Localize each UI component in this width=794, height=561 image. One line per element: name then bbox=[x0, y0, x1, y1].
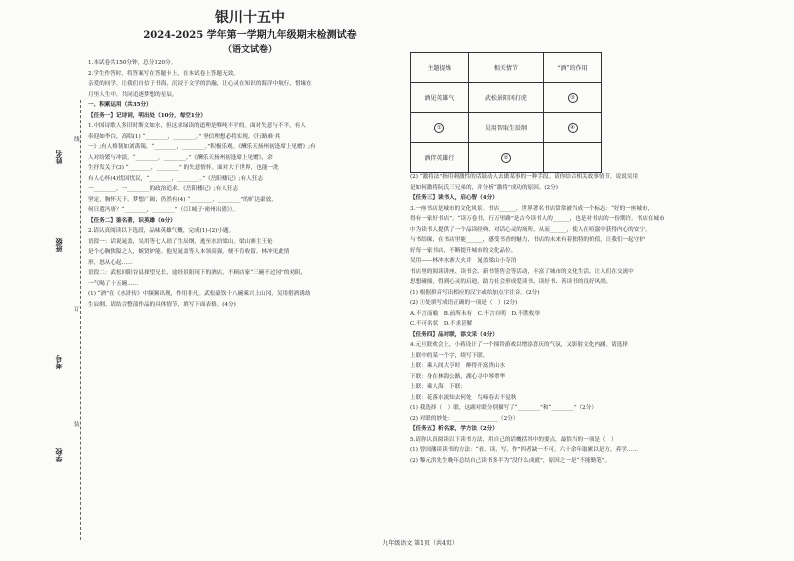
passage-line: 一气喝了十五碗…… bbox=[88, 280, 139, 287]
table-cell bbox=[411, 113, 469, 143]
question-line: 上联中的某一个字，续写下联。 bbox=[410, 352, 489, 359]
passage-line: 书店里的阅读讲座、读书会、新书签售会等活动，丰富了城市的文化生活，让人们在交流中 bbox=[410, 268, 634, 275]
question-line: (2) ①处填写成语正确的一项是（ ）(2分) bbox=[410, 300, 518, 306]
intro-2: 月里人生中，共同追逐梦想的星辰。 bbox=[88, 91, 178, 98]
question-line: (1) “酒”在《水浒传》中频频出现，作用非凡。武松豪饮十八碗乘兴上山冈，吴用借酒诱劫 bbox=[88, 291, 311, 297]
question-line: 生辰纲。请结合整部作品的具体情节，填写下面表格。(4分) bbox=[88, 301, 236, 308]
question-line: 坚定，胸怀天下，梦想广阔；仍然有(4) “________，________”的旷达豪放， bbox=[88, 196, 277, 203]
sidebar-label-name: 姓名 bbox=[54, 150, 63, 164]
question-line: 人对纷繁与冲淡，“________，________。”《酬乐天扬州初逢席上见赠》，余 bbox=[88, 154, 273, 161]
table-cell: 武松景阳冈打虎 bbox=[468, 83, 543, 113]
passage-line: 形，怒从心起…… bbox=[88, 259, 133, 266]
notice-1: 1.本试卷共150分钟，总分120分。 bbox=[88, 60, 177, 66]
intro-1: 亲爱的同学，让我们自信于书海，沉浸于文学的浩瀚，让心灵在知识的海洋中航行，惜缘在 bbox=[88, 81, 312, 87]
option-line: A.不言而喻 B.前所未有 C.不言自明 D.不胜枚举 bbox=[410, 310, 540, 317]
table-cell bbox=[544, 113, 602, 143]
question-line: 是如何激将阮氏三兄弟的，并分析“激将”成功的原因。(2分) bbox=[410, 184, 558, 191]
option-line: C.不可名状 D.不求甚解 bbox=[410, 321, 473, 327]
question-line: (2) “激将法”指用刺激性的话鼓动人去做某事的一种手段。请你结合相关故事情节，说说吴用 bbox=[410, 174, 638, 180]
bind-marker-pack: 装 bbox=[74, 422, 80, 428]
table-header-row bbox=[411, 53, 602, 83]
table-cell bbox=[544, 83, 602, 113]
question-line: (1) 我选择（ ）联，这副对联分别描写了“________”和“________”（2分） bbox=[410, 405, 597, 411]
table-cell bbox=[544, 143, 602, 173]
page-footer: 九年级语文 第1页（共4页） bbox=[382, 540, 458, 547]
bind-line bbox=[80, 100, 81, 540]
right-column bbox=[410, 172, 722, 466]
question-line: (1) 曾国藩谈读书的方法：“看、读、写、作”四者缺一不可。六十余年取累以是方，养学…… bbox=[410, 447, 638, 453]
table-cell: 酒伴英雄行 bbox=[411, 143, 469, 173]
question-line: 何日遣冯唐？“________，________”（《江城子·密州出猎》）。 bbox=[88, 207, 239, 213]
passage-line: 好每一家书店，不断提升城市的文化品位。 bbox=[410, 247, 517, 254]
answer-blank[interactable]: ④ bbox=[568, 123, 578, 133]
passage-line: 语段一：话说晁盖，吴用等七人劫了生辰纲，逃至水泊梁山。梁山寨主王伦 bbox=[88, 238, 273, 245]
question-line: 5.请你认真阅读以下读书方法，用自己的话概括其中的要点，最恰当的一项是（ ） bbox=[410, 436, 617, 443]
question-line: (1) 根据拼音写出相应的汉字或给加点字注音。(2分) bbox=[410, 289, 540, 296]
task-heading: 【任务五】析名家，学方法（2分） bbox=[410, 426, 498, 432]
table-cell: 吴用智取生辰纲 bbox=[468, 113, 543, 143]
question-line: 有人心怀(4)忧国忧民，“________，________。”《岳阳楼记》;有人狂志 bbox=[88, 175, 263, 182]
question-line: 2.请认真阅读以下选段，品味英雄气概，完成(1)-(2)小题。 bbox=[88, 228, 235, 234]
table-header: 主题提炼 bbox=[411, 53, 469, 83]
exam-subtitle: （语文试卷） bbox=[222, 45, 277, 55]
task-heading: 【任务三】读书人，启心智（4分） bbox=[410, 195, 498, 201]
exam-title: 2024-2025 学年第一学期九年级期末检测试卷 bbox=[143, 30, 357, 41]
question-line: 一________，一________的政治追求。《岳阳楼记》;有人狂志 bbox=[88, 186, 239, 192]
question-line: 奉迎如李白，高唱(1) “________，________。” 坚信理想必将实现。《行路难·其 bbox=[88, 133, 281, 140]
couplet-line: 上联：花落水流知去何处 鸟啼春去不觉秋 bbox=[410, 394, 517, 401]
bind-marker-line: 线 bbox=[74, 137, 80, 143]
passage-line: 中为读书人提供了一个品读经典、对话心灵的场所，从而______，使人在喧嚣中获得内心的安宁。 bbox=[410, 226, 651, 233]
table-cell bbox=[468, 143, 543, 173]
question-line: (2) 黎元洪先生晚年总结自己读书多半为“没什么成就”，原因之一是“不能勤笔”。 bbox=[410, 457, 611, 464]
passage-line: 3.一座书店是城市的文化风景。书店______，世界著名书店常常被当成一个标志：“好的一座城市， bbox=[410, 205, 654, 212]
question-line: 4.元旦联欢会上，小蒋设计了一个撞铃游戏以增添喜庆的气氛，又影射文化内涵。请选择 bbox=[410, 342, 628, 348]
passage-line: 与书结缘，在书店里能______，感受书香的魅力，书店的未来有着独特的价值，让我们一起守护 bbox=[410, 237, 645, 243]
table-row bbox=[411, 143, 602, 173]
section-heading: 一、积累运用（共35分） bbox=[88, 102, 152, 108]
table-row bbox=[411, 113, 602, 143]
couplet-line: 下联：身在林海公路，湖心寻中琴翠华 bbox=[410, 373, 506, 380]
left-column bbox=[88, 58, 388, 310]
table-header: “酒”的作用 bbox=[544, 53, 602, 83]
answer-blank[interactable]: ② bbox=[501, 153, 511, 163]
question-line: (2) 对联的妙处：________________（2分） bbox=[410, 415, 519, 422]
table-header: 相关情节 bbox=[468, 53, 543, 83]
bind-marker-order: 订 bbox=[74, 307, 80, 313]
question-line: 生抒发关于(3) “________，________” 的失意情怀。面对大千世界，也能一洗 bbox=[88, 165, 279, 171]
passage-line: 是个心胸狭隘之人，嫉贤妒能。他见晁盖等人本领高强，便不肯收留。林冲见此情 bbox=[88, 249, 290, 255]
answer-blank[interactable]: ① bbox=[434, 123, 444, 133]
sidebar-label-school: 学校 bbox=[54, 448, 63, 462]
passage-line: 思想碰撞，得到心灵的启迪，助力社会形成爱读书、读好书、善读书的良好风尚。 bbox=[410, 279, 612, 285]
couplet-line: 上联：乘人间大亨时 醉得开富贵山水 bbox=[410, 363, 506, 369]
sidebar-label-id: 考号 bbox=[54, 355, 63, 369]
table-row bbox=[411, 83, 602, 113]
passage-line: 语段二：武松回阳谷县探望兄长，途经景阳冈下的酒店，不顾店家“三碗不过冈”的劝阻， bbox=[88, 270, 307, 276]
question-line: 1.中国诗歌人多旧时斯文如水，但这求绿读的道理是唯吨不平的。面对失意与不平，有人 bbox=[88, 123, 306, 129]
task-heading: 【任务二】鉴名著，识英雄（6分） bbox=[88, 217, 176, 224]
theme-table bbox=[410, 52, 602, 173]
table-cell: 酒见英雄气 bbox=[411, 83, 469, 113]
school-name: 银川十五中 bbox=[215, 10, 285, 26]
passage-line: 吴用——林冲水寨大火并 晁盖梁山小夺泊 bbox=[410, 258, 517, 264]
sidebar-label-class: 班级 bbox=[54, 238, 63, 252]
task-heading: 【任务一】记诗词，明出处（10分，每空1分） bbox=[88, 112, 206, 119]
question-line: 一》;有人格韧如刘禹锡，“________，________。”积极乐观。《酬乐天扬州初逢席上见赠》;有 bbox=[88, 144, 316, 150]
notice-2: 2.学生作答时，将答案写在答题卡上，在本试卷上答题无效。 bbox=[88, 70, 239, 77]
task-heading: 【任务四】品对联，添文采（4分） bbox=[410, 331, 498, 338]
answer-blank[interactable]: ③ bbox=[568, 93, 578, 103]
couplet-line: 上联：乘人海 下联： bbox=[410, 384, 466, 390]
passage-line: 得有一家好书店”。“读万卷书，行万里路”是古今读书人的______，也是对书店的一份期许。书店在城市 bbox=[410, 216, 665, 222]
